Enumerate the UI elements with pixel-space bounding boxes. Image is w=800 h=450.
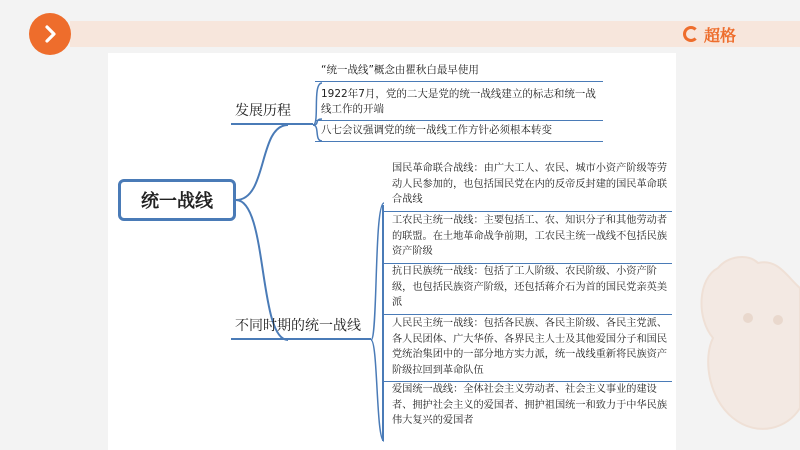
brand-logo xyxy=(683,22,736,46)
period-item-people-democratic: 人民民主统一战线：包括各民族、各民主阶级、各民主党派、各人民团体、广大华侨、各界民主人士及其他爱国分子和国民党统治集团中的一部分地方实力派，统一战线重新将民族资产阶级拉回到革命队伍 xyxy=(382,314,672,382)
mindmap-root[interactable]: 统一战线 xyxy=(118,179,236,221)
dev-item-concept: “统一战线”概念由瞿秋白最早使用 xyxy=(315,63,603,82)
period-item-anti-japanese: 抗日民族统一战线：包括了工人阶级、农民阶级、小资产阶级，也包括民族资产阶级，还包括蒋介石为首的国民党亲英美派 xyxy=(382,262,672,315)
mascot-watermark xyxy=(688,248,800,450)
period-item-worker-peasant: 工农民主统一战线：主要包括工、农、知识分子和其他劳动者的联盟。在土地革命战争前期，工农民主统一战线不包括民族资产阶级 xyxy=(382,211,672,264)
brand-name: 超格 xyxy=(704,25,737,45)
chevron-right-icon xyxy=(39,23,61,45)
period-item-national-revolution: 国民革命联合战线：由广大工人、农民、城市小资产阶级等劳动人民参加的，也包括国民党在内的反帝反封建的国民革命联合战线 xyxy=(382,159,672,212)
branch-periods[interactable]: 不同时期的统一战线 xyxy=(231,315,371,340)
period-item-patriotic: 爱国统一战线：全体社会主义劳动者、社会主义事业的建设者、拥护社会主义的爱国者、拥护祖国统一和致力于中华民族伟大复兴的爱国者 xyxy=(392,384,668,426)
branch-development-history[interactable]: 发展历程 xyxy=(231,100,313,125)
next-button[interactable] xyxy=(29,13,71,55)
dev-item-second-congress: 1922年7月，党的二大是党的统一战线建立的标志和统一战线工作的开端 xyxy=(315,87,603,121)
brand-logo-icon xyxy=(683,26,699,42)
dev-item-august-seventh: 八七会议强调党的统一战线工作方针必须根本转变 xyxy=(315,123,603,142)
mindmap-canvas xyxy=(108,53,676,450)
